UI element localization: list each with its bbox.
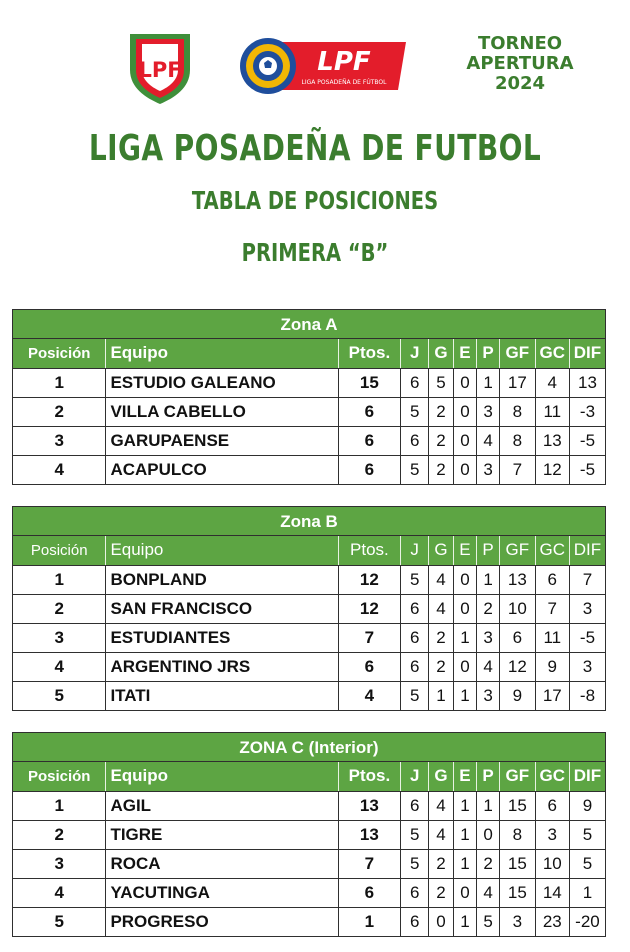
header-goals-against: GC (535, 762, 569, 791)
drawn-cell: 1 (453, 623, 476, 652)
goals-for-cell: 3 (500, 907, 536, 936)
drawn-cell: 0 (453, 652, 476, 681)
tournament-line1: TORNEO (477, 33, 563, 54)
header-won: G (429, 536, 454, 565)
goal-diff-cell: 9 (569, 791, 605, 820)
lost-cell: 3 (477, 455, 500, 484)
zone-table-b (12, 506, 606, 711)
team-cell: ITATI (106, 681, 338, 710)
logo-right-subtext: LIGA POSADEÑA DE FÚTBOL (301, 79, 387, 86)
points-cell: 7 (338, 623, 401, 652)
goals-against-cell: 11 (535, 623, 569, 652)
table-row (13, 791, 605, 820)
zone-table-a (12, 309, 606, 485)
lost-cell: 1 (477, 791, 500, 820)
table-row (13, 652, 605, 681)
table-row (13, 426, 605, 455)
goals-for-cell: 7 (500, 455, 536, 484)
won-cell: 4 (429, 791, 454, 820)
points-cell: 6 (338, 397, 401, 426)
header-drawn: E (453, 339, 476, 368)
goals-against-cell: 4 (535, 368, 569, 397)
page-title: LIGA POSADEÑA DE FUTBOL (88, 128, 542, 169)
position-cell: 5 (13, 681, 106, 710)
drawn-cell: 0 (453, 368, 476, 397)
position-cell: 4 (13, 455, 106, 484)
goal-diff-cell: 5 (569, 849, 605, 878)
drawn-cell: 0 (453, 397, 476, 426)
goal-diff-cell: 1 (569, 878, 605, 907)
played-cell: 5 (401, 455, 429, 484)
team-cell: AGIL (106, 791, 338, 820)
goal-diff-cell: -5 (579, 459, 596, 479)
goal-diff-cell: -20 (575, 911, 600, 931)
header-row (13, 762, 605, 791)
played-cell: 6 (401, 623, 429, 652)
points-cell: 4 (338, 681, 401, 710)
goals-for-cell: 13 (500, 565, 536, 594)
header-goals-for: GF (500, 339, 536, 368)
header-points: Ptos. (338, 536, 401, 565)
goals-against-cell: 17 (535, 681, 569, 710)
played-cell: 6 (401, 652, 429, 681)
goal-diff-cell: -5 (569, 623, 605, 652)
won-cell: 4 (429, 594, 454, 623)
header-row (13, 536, 605, 565)
position-cell: 2 (13, 820, 106, 849)
zone-title: Zona B (13, 507, 605, 536)
won-cell: 2 (429, 397, 454, 426)
team-cell: BONPLAND (106, 565, 338, 594)
header-played: J (401, 536, 429, 565)
logo-right-text: LPF (317, 47, 371, 77)
goals-for-cell: 15 (500, 878, 536, 907)
table-row (13, 849, 605, 878)
position-cell: 3 (13, 426, 106, 455)
goals-against-cell: 14 (535, 878, 569, 907)
position-cell: 4 (13, 652, 106, 681)
goals-for-cell: 10 (500, 594, 536, 623)
header-team: Equipo (106, 536, 338, 565)
goals-against-cell: 7 (535, 594, 569, 623)
played-cell: 5 (401, 820, 429, 849)
table-row (13, 565, 605, 594)
header-lost: P (477, 762, 500, 791)
team-cell: ACAPULCO (106, 455, 338, 484)
position-cell: 3 (13, 849, 106, 878)
goals-against-cell: 13 (535, 426, 569, 455)
played-cell: 6 (401, 368, 429, 397)
goals-against-cell: 6 (535, 791, 569, 820)
table-row (13, 878, 605, 907)
lost-cell: 4 (477, 878, 500, 907)
lost-cell: 2 (477, 849, 500, 878)
drawn-cell: 1 (453, 849, 476, 878)
team-cell: GARUPAENSE (106, 426, 338, 455)
won-cell: 2 (429, 878, 454, 907)
lost-cell: 3 (477, 623, 500, 652)
team-cell: ARGENTINO JRS (106, 652, 338, 681)
drawn-cell: 0 (453, 455, 476, 484)
lost-cell: 4 (477, 426, 500, 455)
goals-for-cell: 8 (500, 820, 536, 849)
standings-table (13, 762, 605, 936)
goal-diff-cell: -3 (569, 397, 605, 426)
points-cell: 1 (338, 907, 401, 936)
position-cell: 1 (13, 565, 106, 594)
team-cell: ESTUDIANTES (106, 623, 338, 652)
drawn-cell: 0 (453, 426, 476, 455)
won-cell: 5 (429, 368, 454, 397)
won-cell: 2 (429, 652, 454, 681)
goals-for-cell: 15 (500, 791, 536, 820)
goals-for-cell: 17 (500, 368, 536, 397)
lpf-ball-logo (238, 36, 408, 96)
goals-for-cell: 12 (500, 652, 536, 681)
drawn-cell: 0 (453, 878, 476, 907)
points-cell: 15 (338, 368, 401, 397)
played-cell: 5 (401, 849, 429, 878)
goals-for-cell: 15 (500, 849, 536, 878)
header-lost: P (477, 339, 500, 368)
table-row (13, 681, 605, 710)
header-position: Posición (13, 339, 106, 368)
played-cell: 6 (401, 907, 429, 936)
position-cell: 5 (13, 907, 106, 936)
table-row (13, 397, 605, 426)
points-cell: 13 (338, 820, 401, 849)
table-row (13, 594, 605, 623)
won-cell: 4 (429, 565, 454, 594)
team-cell: SAN FRANCISCO (106, 594, 338, 623)
header-played: J (401, 762, 429, 791)
header-position: Posición (13, 762, 106, 791)
header (0, 0, 630, 290)
team-cell: VILLA CABELLO (106, 397, 338, 426)
won-cell: 1 (429, 681, 454, 710)
points-cell: 12 (338, 594, 401, 623)
played-cell: 6 (401, 878, 429, 907)
header-team: Equipo (106, 339, 338, 368)
won-cell: 2 (429, 849, 454, 878)
lost-cell: 3 (477, 681, 500, 710)
played-cell: 6 (401, 426, 429, 455)
goals-against-cell: 6 (535, 565, 569, 594)
lost-cell: 1 (477, 565, 500, 594)
header-points: Ptos. (338, 339, 401, 368)
goals-against-cell: 12 (535, 455, 569, 484)
position-cell: 3 (13, 623, 106, 652)
zone-table-c (12, 732, 606, 937)
goals-against-cell: 11 (535, 397, 569, 426)
header-goals-against: GC (535, 339, 569, 368)
lost-cell: 5 (477, 907, 500, 936)
goal-diff-cell: 7 (569, 565, 605, 594)
zone-title: Zona A (13, 310, 605, 339)
header-points: Ptos. (338, 762, 401, 791)
division-title: PRIMERA “B” (241, 238, 389, 267)
header-team: Equipo (106, 762, 338, 791)
goal-diff-cell: -8 (579, 685, 596, 705)
points-cell: 12 (338, 565, 401, 594)
position-cell: 1 (13, 368, 106, 397)
team-cell: ESTUDIO GALEANO (106, 368, 338, 397)
header-drawn: E (453, 536, 476, 565)
position-cell: 1 (13, 791, 106, 820)
header-row (13, 339, 605, 368)
drawn-cell: 1 (453, 681, 476, 710)
goal-diff-cell: 13 (569, 368, 605, 397)
header-position: Posición (13, 536, 106, 565)
table-row (13, 820, 605, 849)
team-cell: ROCA (106, 849, 338, 878)
goals-against-cell: 23 (535, 907, 569, 936)
header-goals-for: GF (500, 762, 536, 791)
standings-table (13, 339, 605, 484)
points-cell: 13 (338, 791, 401, 820)
goals-against-cell: 9 (535, 652, 569, 681)
header-lost: P (477, 536, 500, 565)
drawn-cell: 1 (453, 820, 476, 849)
header-played: J (401, 339, 429, 368)
position-cell: 4 (13, 878, 106, 907)
goal-diff-cell: 5 (569, 820, 605, 849)
header-goal-diff: DIF (569, 339, 605, 368)
won-cell: 2 (429, 623, 454, 652)
tournament-label (440, 34, 600, 94)
lost-cell: 2 (477, 594, 500, 623)
logo-left-text: LPF (138, 58, 182, 82)
played-cell: 6 (401, 791, 429, 820)
standings-table (13, 536, 605, 710)
position-cell: 2 (13, 594, 106, 623)
goal-diff-cell: -5 (569, 426, 605, 455)
team-cell: PROGRESO (106, 907, 338, 936)
team-cell: YACUTINGA (106, 878, 338, 907)
team-cell: TIGRE (106, 820, 338, 849)
points-cell: 6 (338, 426, 401, 455)
lost-cell: 3 (477, 397, 500, 426)
drawn-cell: 0 (453, 565, 476, 594)
goals-against-cell: 3 (535, 820, 569, 849)
points-cell: 7 (338, 849, 401, 878)
lost-cell: 1 (477, 368, 500, 397)
drawn-cell: 1 (453, 791, 476, 820)
header-won: G (429, 339, 454, 368)
goals-for-cell: 8 (500, 426, 536, 455)
drawn-cell: 1 (453, 907, 476, 936)
header-goal-diff: DIF (569, 762, 605, 791)
points-cell: 6 (338, 455, 401, 484)
header-goals-against: GC (535, 536, 569, 565)
drawn-cell: 0 (453, 594, 476, 623)
played-cell: 5 (401, 397, 429, 426)
zone-title: ZONA C (Interior) (13, 733, 605, 762)
won-cell: 2 (429, 455, 454, 484)
page-subtitle: TABLA DE POSICIONES (191, 186, 439, 215)
tournament-line3: 2024 (494, 73, 546, 94)
won-cell: 2 (429, 426, 454, 455)
points-cell: 6 (338, 652, 401, 681)
header-goal-diff: DIF (569, 536, 605, 565)
played-cell: 5 (401, 681, 429, 710)
won-cell: 0 (429, 907, 454, 936)
played-cell: 5 (401, 565, 429, 594)
goal-diff-cell: 3 (569, 594, 605, 623)
table-row (13, 907, 605, 936)
lost-cell: 4 (477, 652, 500, 681)
goals-for-cell: 8 (500, 397, 536, 426)
position-cell: 2 (13, 397, 106, 426)
goals-against-cell: 10 (535, 849, 569, 878)
table-row (13, 455, 605, 484)
points-cell: 6 (338, 878, 401, 907)
goal-diff-cell: 3 (569, 652, 605, 681)
lpf-shield-logo (124, 30, 196, 106)
table-row (13, 368, 605, 397)
header-won: G (429, 762, 454, 791)
goals-for-cell: 6 (500, 623, 536, 652)
tournament-line2: APERTURA (466, 53, 574, 74)
won-cell: 4 (429, 820, 454, 849)
played-cell: 6 (401, 594, 429, 623)
header-drawn: E (453, 762, 476, 791)
goals-for-cell: 9 (500, 681, 536, 710)
lost-cell: 0 (477, 820, 500, 849)
table-row (13, 623, 605, 652)
header-goals-for: GF (500, 536, 536, 565)
